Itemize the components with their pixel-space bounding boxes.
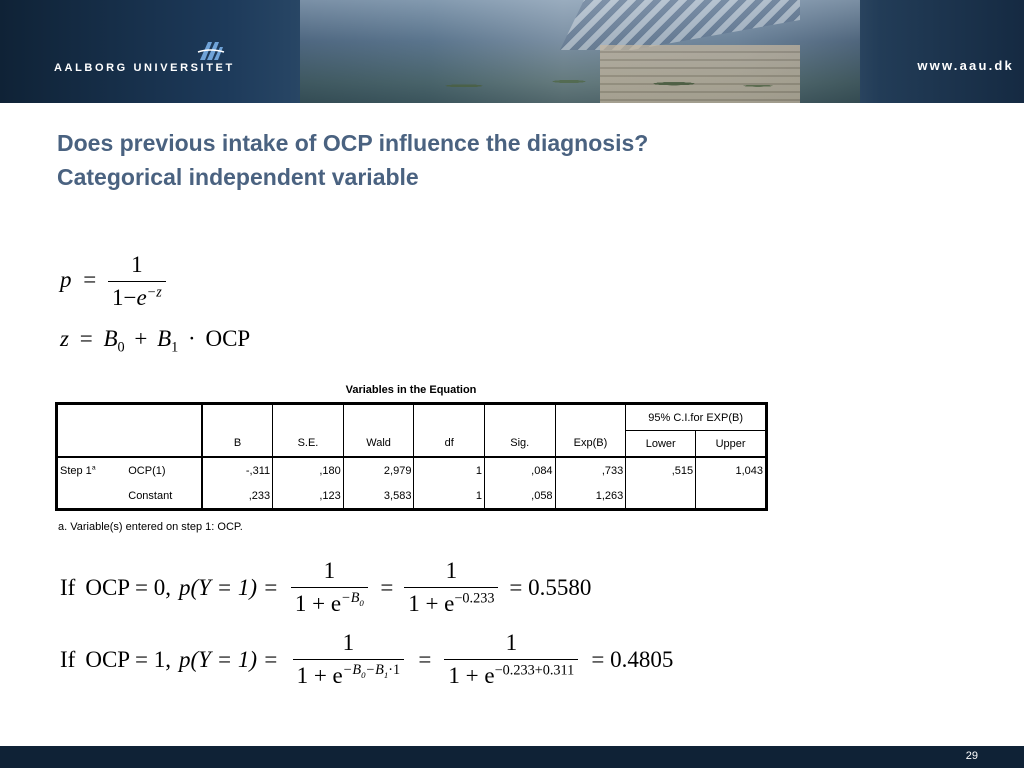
title-line-1: Does previous intake of OCP influence the diagnosis? [57, 130, 649, 156]
den-e: e [136, 285, 147, 310]
cell-df: 1 [414, 483, 485, 510]
col-header-upper: Upper [696, 431, 767, 458]
cell-se: ,180 [273, 457, 344, 483]
cell-se: ,123 [273, 483, 344, 510]
den-base: 1 + e [408, 591, 455, 616]
variable-name: Constant [126, 483, 202, 510]
dot-operator: · [188, 326, 196, 351]
fraction-numerator: 1 [445, 558, 458, 583]
fraction-numerator: 1 [131, 252, 143, 277]
step-footnote-mark: a [91, 463, 96, 471]
b0-subscript: 0 [117, 339, 125, 356]
if-word: If [60, 574, 76, 600]
title-line-2: Categorical independent variable [57, 164, 419, 190]
case-ocp-1-formula [60, 630, 673, 689]
header-stub [57, 404, 203, 431]
fraction-denominator [444, 659, 578, 689]
fraction-denominator [293, 659, 405, 689]
exp-sub: 0 [359, 598, 364, 609]
cell-wald: 3,583 [343, 483, 414, 510]
fraction-numerator: 1 [323, 558, 336, 583]
condition: OCP = 0, [85, 574, 171, 600]
slide-title [57, 126, 648, 194]
variable-name: OCP(1) [126, 457, 202, 483]
step-label [57, 457, 127, 483]
fraction-denominator [108, 281, 166, 311]
den-base: 1 + e [296, 663, 343, 688]
cell-lower: ,515 [626, 457, 696, 483]
header-empty [555, 404, 626, 431]
header-empty [273, 404, 344, 431]
probability-fraction [108, 252, 166, 311]
col-header-b: B [202, 431, 273, 458]
fraction-denominator [404, 587, 498, 617]
exp-sub-0: 0 [361, 670, 366, 681]
equals-sign: = [79, 326, 93, 351]
cell-b: ,233 [202, 483, 273, 510]
exp-b: −B [341, 590, 360, 607]
result-value: = 0.5580 [509, 574, 592, 600]
cell-sig: ,084 [484, 457, 555, 483]
den-base: 1 + e [448, 663, 495, 688]
den-one: 1 [111, 285, 124, 310]
exp-times-one: ·1 [388, 662, 401, 679]
page-number: 29 [965, 750, 978, 762]
z-symbol: z [60, 326, 69, 351]
numeric-fraction [403, 558, 499, 617]
equals-sign: = [83, 266, 97, 292]
den-minus: − [123, 285, 137, 310]
fraction-denominator [291, 587, 368, 617]
col-header-wald: Wald [343, 431, 414, 458]
step-text: Step 1 [60, 464, 92, 477]
den-exponent [342, 662, 401, 681]
cell-sig: ,058 [484, 483, 555, 510]
p-symbol: p [60, 266, 72, 292]
col-header-df: df [414, 431, 485, 458]
equals-sign: = [380, 574, 394, 600]
plus-sign: + [134, 326, 148, 351]
probability-formula [60, 252, 166, 311]
col-header-se: S.E. [273, 431, 344, 458]
cell-upper: 1,043 [735, 464, 763, 477]
equals-sign: = [418, 646, 432, 672]
table-caption: Variables in the Equation [345, 384, 477, 396]
den-exponent: −z [146, 284, 162, 301]
step-label [57, 483, 127, 510]
den-exponent: −0.233 [454, 590, 495, 607]
header-empty [484, 404, 555, 431]
probability-lhs: p(Y = 1) = [178, 646, 279, 672]
header-empty [414, 404, 485, 431]
footer-bar [0, 746, 1024, 768]
col-header-expb: Exp(B) [555, 431, 626, 458]
table-footnote: a. Variable(s) entered on step 1: OCP. [58, 521, 243, 533]
header-stub [57, 431, 203, 458]
table-row [57, 483, 767, 510]
b0-symbol: B [103, 326, 118, 351]
col-header-lower: Lower [626, 431, 696, 458]
symbolic-fraction [288, 630, 408, 689]
cell-df: 1 [414, 457, 485, 483]
b1-subscript: 1 [171, 339, 179, 356]
header-empty [202, 404, 273, 431]
linear-predictor-formula [60, 326, 251, 356]
fraction-numerator: 1 [505, 630, 518, 655]
b1-symbol: B [157, 326, 172, 351]
cell-wald: 2,979 [343, 457, 414, 483]
header-banner [0, 0, 1024, 103]
ocp-label: OCP [205, 326, 251, 351]
exp-b0: −B [342, 662, 362, 679]
condition: OCP = 1, [85, 646, 171, 672]
if-word: If [60, 646, 76, 672]
exp-b1: −B [365, 662, 384, 679]
header-empty [343, 404, 414, 431]
col-header-sig: Sig. [484, 431, 555, 458]
cell-b: -,311 [202, 457, 273, 483]
header-row-1 [57, 404, 767, 431]
table-row [57, 457, 767, 483]
ci-header: 95% C.I.for EXP(B) [626, 404, 767, 431]
symbolic-fraction [288, 558, 370, 617]
university-name: AALBORG UNIVERSITET [54, 62, 235, 74]
trees-graphic [380, 60, 800, 103]
cell-lower [626, 483, 696, 510]
den-base: 1 + e [294, 591, 342, 616]
case-ocp-0-formula [60, 558, 591, 617]
aau-logo-icon [196, 38, 226, 62]
numeric-fraction [441, 630, 581, 689]
probability-lhs: p(Y = 1) = [178, 574, 279, 600]
den-exponent [341, 590, 364, 609]
cell-upper [696, 483, 767, 510]
website-url[interactable]: www.aau.dk [917, 58, 1014, 73]
fraction-numerator: 1 [342, 630, 355, 655]
den-exponent: −0.233+0.311 [494, 662, 575, 679]
variables-table [55, 402, 768, 511]
cell-expb: 1,263 [555, 483, 626, 510]
exp-sub-1: 1 [383, 670, 389, 681]
cell-expb: ,733 [555, 457, 626, 483]
header-row-2 [57, 431, 767, 458]
result-value: = 0.4805 [591, 646, 674, 672]
